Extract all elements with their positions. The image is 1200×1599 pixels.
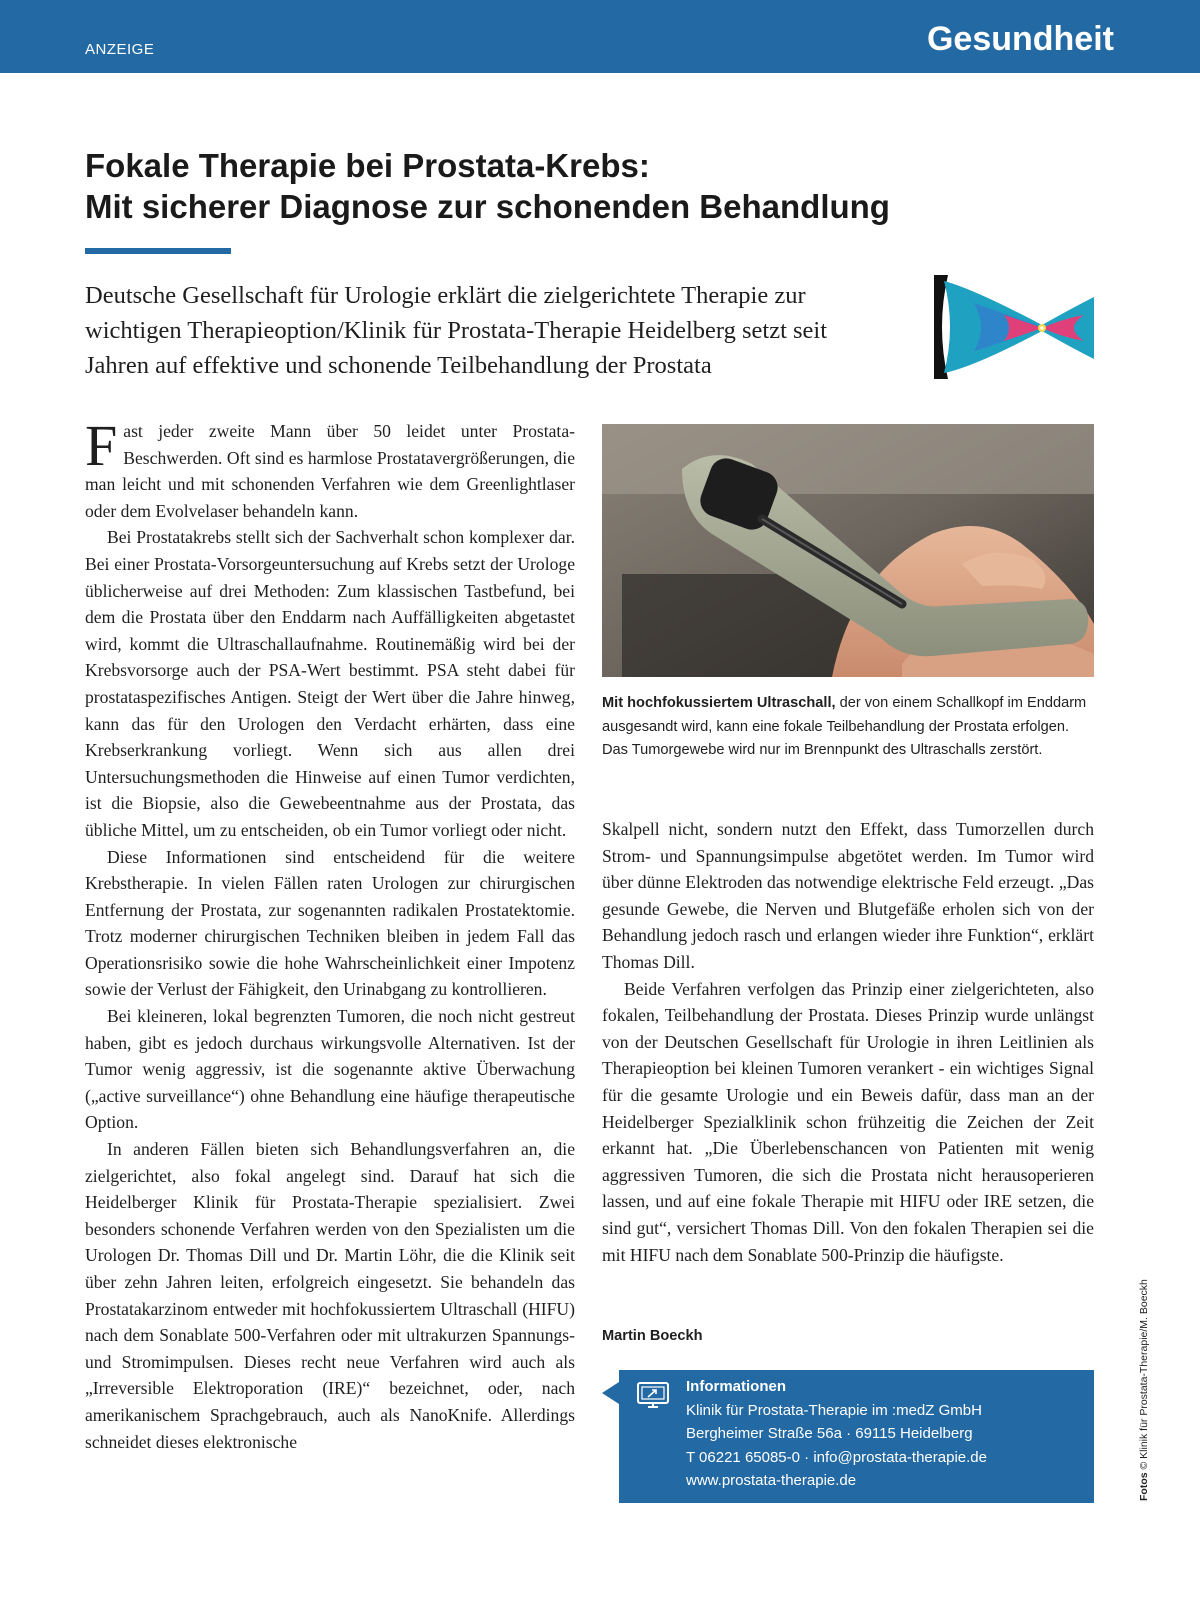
article-column-left	[85, 413, 575, 1455]
caption-text: der von einem Schallkopf im Enddarm ausgesandt wird, kann eine fokale Teilbehandlung der Prostata erfolgen. Das Tumorgewebe wird nur im Brennpunkt des Ultraschalls zerstört.	[602, 695, 1087, 758]
info-clinic-name: Klinik für Prostata-Therapie im :medZ GmbH	[686, 1401, 982, 1419]
headline-rule	[85, 248, 231, 254]
monitor-icon	[636, 1381, 670, 1411]
info-title: Informationen	[686, 1378, 786, 1395]
paragraph-7: Beide Verfahren verfolgen das Prinzip einer zielgerichteten, also fokalen, Teilbehandlung der Prostata. Dieses Prinzip wurde unlängst von der Deutschen Gesellschaft für Urologie in ihren Leitlinien als Therapieoption bei kleinen Tumoren verankert - ein wichtiges Signal für die gesamte Urologie und ein Beweis dafür, dass man an der Heidelberger Spezialklinik schon frühzeitig die Zeichen der Zeit erkannt hat. „Die Überlebenschancen von Patienten mit wenig aggressiven Tumoren, die sich die Prostata nicht herausoperieren lassen, und auf eine fokale Therapie mit HIFU oder IRE setzen, die sind gut“, versichert Thomas Dill. Von den fokalen Therapien sei die mit HIFU nach dem Sonablate 500-Prinzip die häufigste.	[602, 978, 1094, 1265]
author-byline: Martin Boeckh	[602, 1328, 703, 1344]
photo-credit	[1132, 1263, 1156, 1501]
info-box	[619, 1370, 1094, 1503]
paragraph-1-text: ast jeder zweite Mann über 50 leidet unter Prostata-Beschwerden. Oft sind es harmlose Prostatavergrößerungen, die man leicht und mit schonenden Verfahren wie dem Greenlightlaser oder dem Evolvelaser behandeln kann.	[85, 421, 575, 521]
headline	[85, 145, 1095, 227]
hifu-focus-graphic	[934, 275, 1094, 379]
subheadline: Deutsche Gesellschaft für Urologie erklärt die zielgerichtete Therapie zur wichtigen Therapieoption/Klinik für Prostata-Therapie Heidelberg setzt seit Jahren auf effektive und schonende Teilbehandlung der Prostata	[85, 282, 828, 379]
photo-credit-text: © Klinik für Prostata-Therapie/M. Boeckh	[1138, 1279, 1150, 1473]
headline-line-1: Fokale Therapie bei Prostata-Krebs:	[85, 147, 650, 184]
header-bar	[0, 0, 1200, 73]
headline-line-2: Mit sicherer Diagnose zur schonenden Behandlung	[85, 188, 890, 225]
paragraph-4: Bei kleineren, lokal begrenzten Tumoren, die noch nicht gestreut haben, gibt es jedoch durchaus wirkungsvolle Alternativen. Ist der Tumor wenig aggressiv, ist die sogenannte aktive Überwachung („active surveillance“) ohne Behandlung eine häufige therapeutische Option.	[85, 1006, 575, 1133]
paragraph-5: In anderen Fällen bieten sich Behandlungsverfahren an, die zielgerichtet, also fokal angelegt sind. Darauf hat sich die Heidelberger Klinik für Prostata-Therapie spezialisiert. Zwei besonders schonende Verfahren werden von den Spezialisten um die Urologen Dr. Thomas Dill und Dr. Martin Löhr, die die Klinik seit über zehn Jahren leiten, erfolgreich eingesetzt. Sie behandeln das Prostatakarzinom entweder mit hochfokussiertem Ultraschall (HIFU) nach dem Sonablate 500-Verfahren oder mit ultrakurzen Spannungs- und Stromimpulsen. Dieses recht neue Verfahren wird auch als „Irreversible Elektroporation (IRE)“ bezeichnet, oder, nach amerikanischem Sprachgebrauch, auch als NanoKnife. Allerdings schneidet dieses elektronische	[85, 1139, 575, 1452]
paragraph-1	[85, 413, 575, 524]
paragraph-6: Skalpell nicht, sondern nutzt den Effekt, dass Tumorzellen durch Strom- und Spannungsimpulse abgetötet werden. Im Tumor wird über dünne Elektroden das notwendige elektrische Feld erzeugt. „Das gesunde Gewebe, die Nerven und Blutgefäße erholen sich von der Behandlung jedoch rasch und erlangen wieder ihre Funktion“, erklärt Thomas Dill.	[602, 819, 1094, 972]
ultrasound-probe-photo	[602, 424, 1094, 677]
article-column-right	[602, 816, 1094, 1268]
photo-credit-wrapper	[1132, 1263, 1156, 1501]
info-address: Bergheimer Straße 56a · 69115 Heidelberg	[686, 1425, 973, 1443]
info-text	[686, 1375, 987, 1493]
paragraph-3: Diese Informationen sind entscheidend für die weitere Krebstherapie. In vielen Fällen raten Urologen zur chirurgischen Entfernung der Prostata, zur sogenannten radikalen Prostatektomie. Trotz moderner chirurgischen Techniken bleiben in jedem Fall das Operationsrisiko sowie die hohe Wahrscheinlichkeit einer Impotenz sowie der Verlust der Fähigkeit, den Urinabgang zu kontrollieren.	[85, 846, 575, 1000]
paragraph-2: Bei Prostatakrebs stellt sich der Sachverhalt schon komplexer dar. Bei einer Prostata-Vorsorgeuntersuchung auf Krebs setzt der Urologe üblicherweise auf drei Methoden: Zum klassischen Tastbefund, bei dem die Prostata über den Enddarm nach Auffälligkeiten abgetastet wird, kommt die Ultraschallaufnahme. Routinemäßig wird bei der Krebsvorsorge auch der PSA-Wert bestimmt. PSA steht dabei für prostataspezifisches Antigen. Steigt der Wert über die Jahre hinweg, kann das für den Urologen den Verdacht erhärten, dass eine Krebserkrankung vorliegt. Wenn sich aus allen drei Untersuchungsmethoden die Hinweise auf einen Tumor verdichten, ist die Biopsie, also die Gewebeentnahme aus der Prostata, das übliche Mittel, um zu entscheiden, ob ein Tumor vorliegt oder nicht.	[85, 527, 575, 840]
photo-credit-label: Fotos	[1138, 1472, 1150, 1501]
photo-caption	[602, 692, 1094, 763]
info-website: www.prostata-therapie.de	[686, 1472, 857, 1490]
section-title: Gesundheit	[926, 20, 1114, 58]
caption-lead: Mit hochfokussiertem Ultraschall,	[602, 695, 836, 711]
drop-cap: F	[85, 413, 118, 478]
advert-label: ANZEIGE	[85, 41, 155, 58]
info-contact: T 06221 65085-0 · info@prostata-therapie.de	[686, 1448, 987, 1466]
